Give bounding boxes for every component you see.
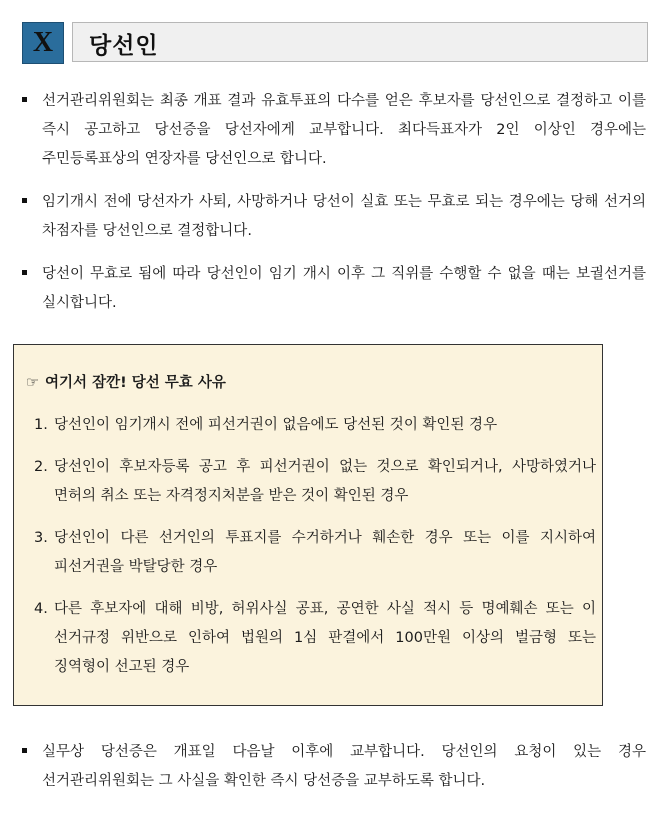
- note-item-text: 당선인이 임기개시 전에 피선거권이 없음에도 당선된 것이 확인된 경우: [54, 417, 498, 433]
- last-bullet-list: [22, 738, 646, 810]
- bullet-item: [22, 188, 646, 246]
- section-badge: [22, 22, 64, 64]
- note-item-text: 다른 후보자에 대해 비방, 허위사실 공표, 공연한 사실 적시 등 명예훼손 또는 이 선거규정 위반으로 인하여 법원의 1심 판결에서 100만원 이상의 벌금형 또는 징역형이 선고된 경우: [54, 601, 596, 675]
- note-box: [13, 344, 603, 706]
- note-item: [34, 453, 596, 511]
- section-title-bar: [72, 22, 648, 62]
- note-item-text: 당선인이 다른 선거인의 투표지를 수거하거나 훼손한 경우 또는 이를 지시하여 피선거권을 박탈당한 경우: [54, 530, 596, 575]
- square-bullet-icon: [22, 270, 27, 275]
- bullet-text: 임기개시 전에 당선자가 사퇴, 사망하거나 당선이 실효 또는 무효로 되는 경우에는 당해 선거의 차점자를 당선인으로 결정합니다.: [42, 194, 646, 239]
- square-bullet-icon: [22, 748, 27, 753]
- note-item: [34, 411, 596, 440]
- square-bullet-icon: [22, 97, 27, 102]
- note-item: [34, 524, 596, 582]
- note-item: [34, 595, 596, 682]
- section-title: 당선인: [89, 33, 159, 59]
- bullet-text: 당선이 무효로 됨에 따라 당선인이 임기 개시 이후 그 직위를 수행할 수 없을 때는 보궐선거를 실시합니다.: [42, 266, 646, 311]
- bullet-list: [22, 87, 646, 332]
- bullet-item: [22, 738, 646, 796]
- bullet-item: [22, 87, 646, 174]
- bullet-item: [22, 260, 646, 318]
- note-item-number: 2.: [34, 459, 48, 475]
- note-item-number: 1.: [34, 417, 48, 433]
- note-item-text: 당선인이 후보자등록 공고 후 피선거권이 없는 것으로 확인되거나, 사망하였거나 면허의 취소 또는 자격정지처분을 받은 것이 확인된 경우: [54, 459, 596, 504]
- note-title: [26, 371, 226, 392]
- bullet-text: 선거관리위원회는 최종 개표 결과 유효투표의 다수를 얻은 후보자를 당선인으로 결정하고 이를 즉시 공고하고 당선증을 당선자에게 교부합니다. 최다득표자가 2인 이상인 경우에는 주민등록표상의 연장자를 당선인으로 합니다.: [42, 93, 646, 167]
- section-header: [22, 22, 648, 64]
- note-title-text: 여기서 잠깐! 당선 무효 사유: [45, 375, 226, 391]
- pointing-hand-icon: ☞: [26, 375, 39, 391]
- note-item-number: 3.: [34, 530, 48, 546]
- note-list: [34, 411, 596, 695]
- note-item-number: 4.: [34, 601, 48, 617]
- bullet-text: 실무상 당선증은 개표일 다음날 이후에 교부합니다. 당선인의 요청이 있는 경우 선거관리위원회는 그 사실을 확인한 즉시 당선증을 교부하도록 합니다.: [42, 744, 646, 789]
- section-badge-letter: X: [28, 28, 58, 58]
- square-bullet-icon: [22, 198, 27, 203]
